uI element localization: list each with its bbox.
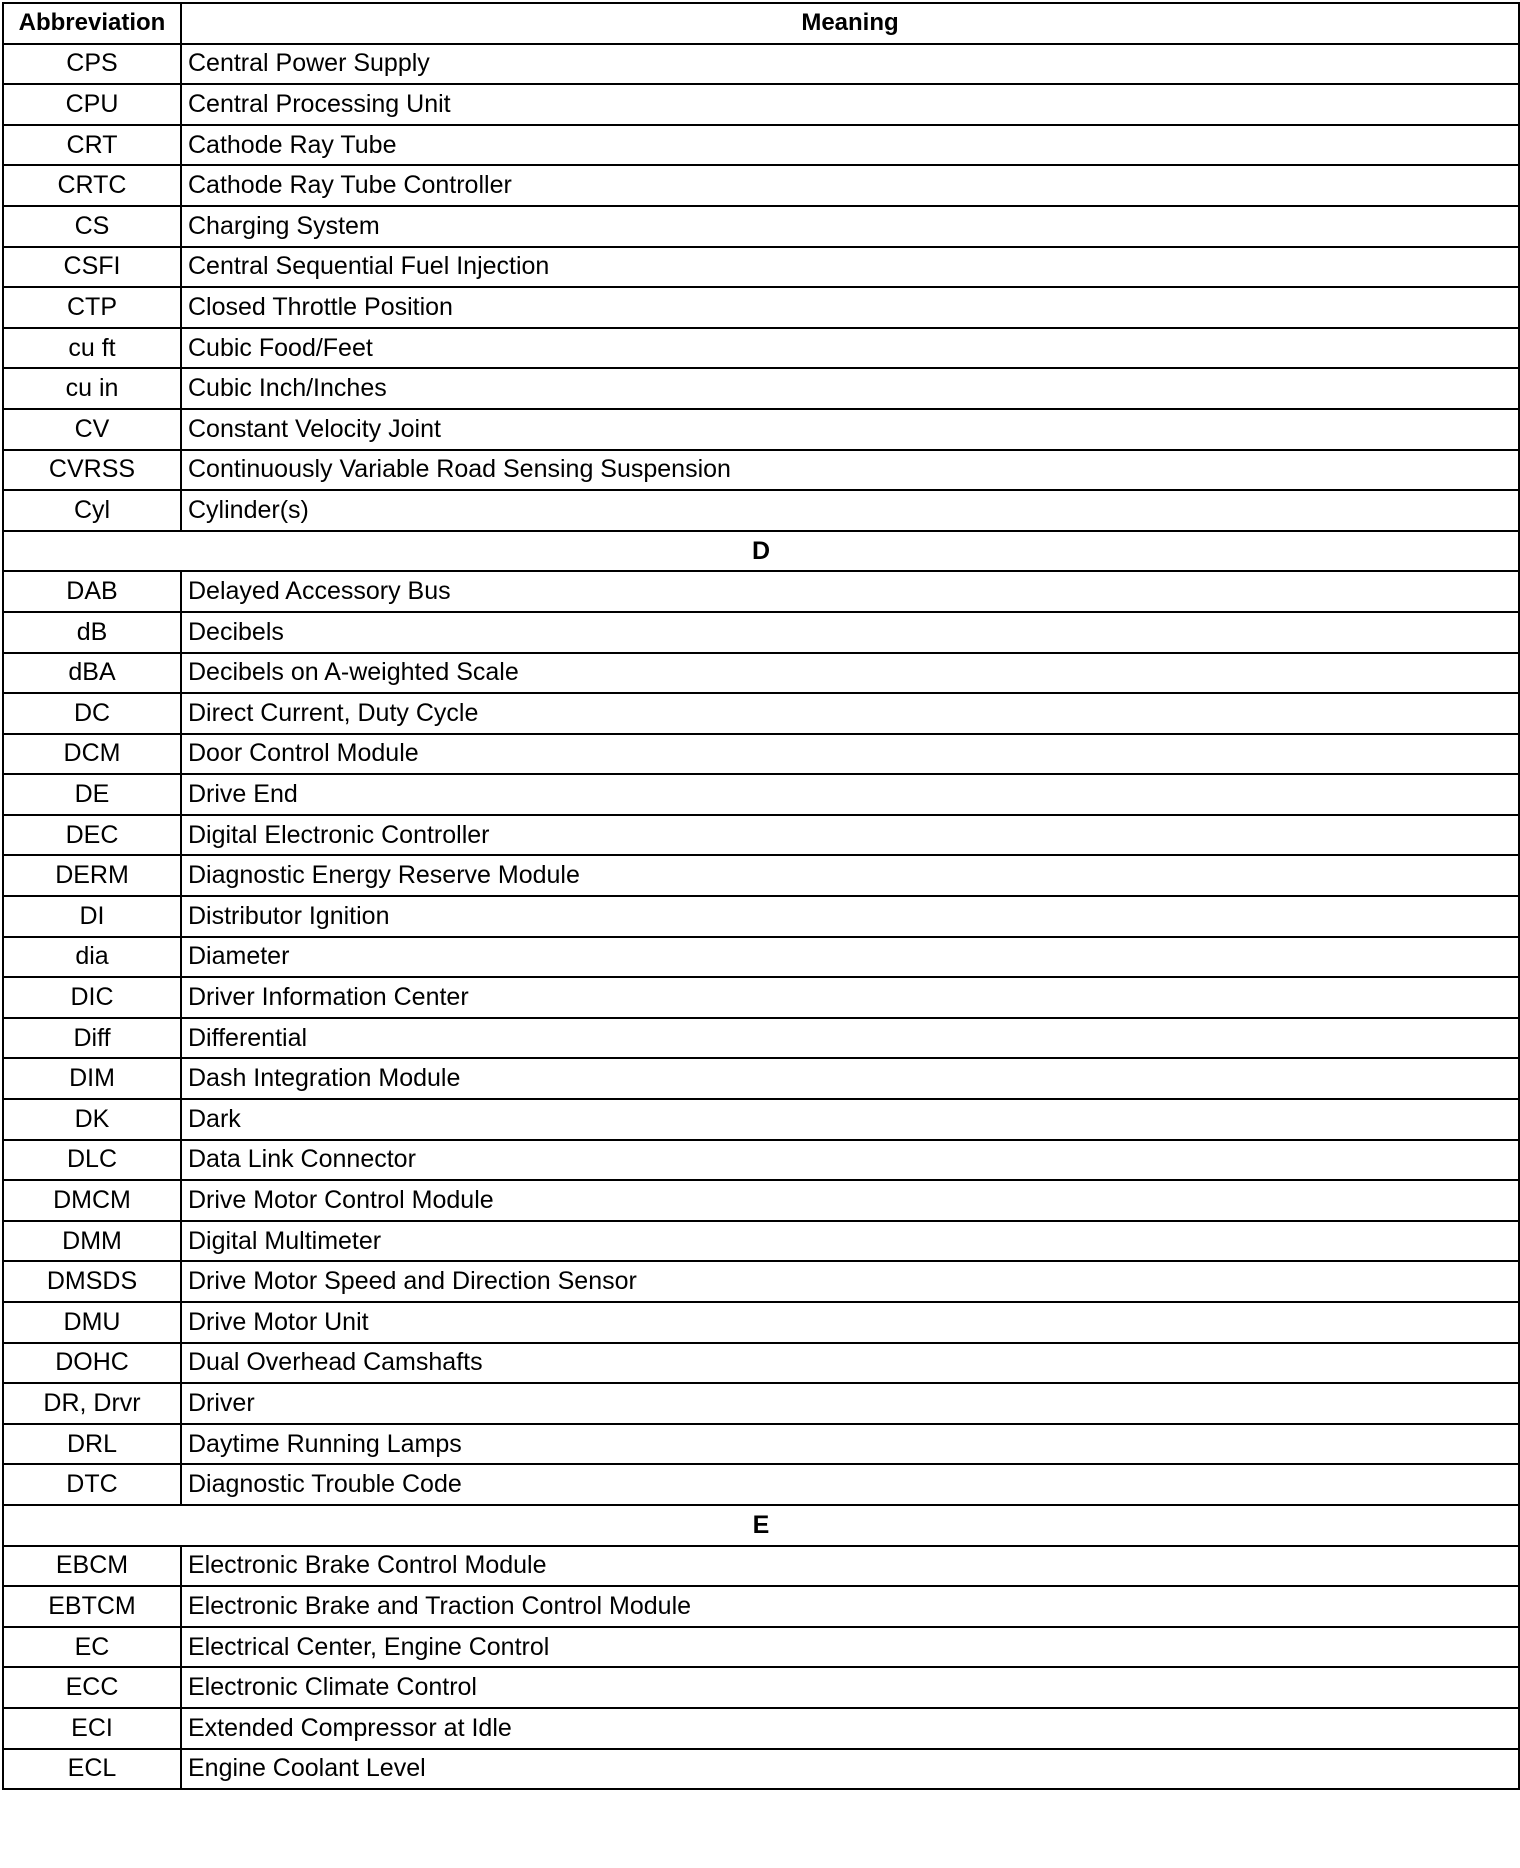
abbreviation-cell: CVRSS <box>3 450 181 491</box>
table-row <box>3 937 1519 978</box>
abbreviation-cell: DMM <box>3 1221 181 1262</box>
meaning-cell: Dash Integration Module <box>181 1058 1519 1099</box>
meaning-cell: Drive Motor Speed and Direction Sensor <box>181 1261 1519 1302</box>
abbreviation-cell: DE <box>3 774 181 815</box>
meaning-cell: Daytime Running Lamps <box>181 1424 1519 1465</box>
meaning-cell: Dark <box>181 1099 1519 1140</box>
meaning-cell: Direct Current, Duty Cycle <box>181 693 1519 734</box>
table-row <box>3 977 1519 1018</box>
table-row <box>3 287 1519 328</box>
abbreviation-cell: ECC <box>3 1667 181 1708</box>
meaning-cell: Central Power Supply <box>181 44 1519 85</box>
abbreviation-cell: CPU <box>3 84 181 125</box>
header-row <box>3 3 1519 44</box>
table-row <box>3 450 1519 491</box>
meaning-cell: Charging System <box>181 206 1519 247</box>
table-row <box>3 693 1519 734</box>
table-row <box>3 1627 1519 1668</box>
meaning-cell: Driver Information Center <box>181 977 1519 1018</box>
meaning-cell: Electronic Climate Control <box>181 1667 1519 1708</box>
abbreviation-cell: Cyl <box>3 490 181 531</box>
meaning-cell: Drive Motor Unit <box>181 1302 1519 1343</box>
abbreviation-cell: dB <box>3 612 181 653</box>
table-row <box>3 774 1519 815</box>
abbreviation-cell: DTC <box>3 1464 181 1505</box>
meaning-cell: Continuously Variable Road Sensing Suspension <box>181 450 1519 491</box>
table-row <box>3 1221 1519 1262</box>
meaning-cell: Diagnostic Energy Reserve Module <box>181 855 1519 896</box>
meaning-cell: Central Processing Unit <box>181 84 1519 125</box>
meaning-cell: Door Control Module <box>181 734 1519 775</box>
abbreviation-cell: CSFI <box>3 247 181 288</box>
meaning-column-header: Meaning <box>181 3 1519 44</box>
abbreviation-cell: cu in <box>3 368 181 409</box>
meaning-cell: Diagnostic Trouble Code <box>181 1464 1519 1505</box>
meaning-cell: Delayed Accessory Bus <box>181 571 1519 612</box>
meaning-cell: Electrical Center, Engine Control <box>181 1627 1519 1668</box>
table-row <box>3 44 1519 85</box>
section-letter: E <box>3 1505 1519 1546</box>
abbreviation-cell: DLC <box>3 1140 181 1181</box>
table-row <box>3 125 1519 166</box>
section-letter: D <box>3 531 1519 572</box>
abbreviation-cell: DI <box>3 896 181 937</box>
meaning-cell: Cathode Ray Tube Controller <box>181 165 1519 206</box>
abbreviation-cell: CPS <box>3 44 181 85</box>
section-header-row <box>3 531 1519 572</box>
meaning-cell: Data Link Connector <box>181 1140 1519 1181</box>
table-body <box>3 44 1519 1790</box>
meaning-cell: Electronic Brake and Traction Control Module <box>181 1586 1519 1627</box>
abbreviation-cell: Diff <box>3 1018 181 1059</box>
abbreviation-cell: EC <box>3 1627 181 1668</box>
abbreviation-cell: EBTCM <box>3 1586 181 1627</box>
abbreviation-column-header: Abbreviation <box>3 3 181 44</box>
abbreviation-cell: CRTC <box>3 165 181 206</box>
table-row <box>3 1424 1519 1465</box>
meaning-cell: Extended Compressor at Idle <box>181 1708 1519 1749</box>
meaning-cell: Differential <box>181 1018 1519 1059</box>
abbreviation-cell: DC <box>3 693 181 734</box>
table-row <box>3 1180 1519 1221</box>
abbreviation-cell: DR, Drvr <box>3 1383 181 1424</box>
meaning-cell: Cubic Inch/Inches <box>181 368 1519 409</box>
abbreviation-cell: DMU <box>3 1302 181 1343</box>
abbreviation-cell: DOHC <box>3 1343 181 1384</box>
table-row <box>3 1099 1519 1140</box>
table-row <box>3 1586 1519 1627</box>
abbreviation-cell: DIM <box>3 1058 181 1099</box>
table-row <box>3 653 1519 694</box>
meaning-cell: Digital Electronic Controller <box>181 815 1519 856</box>
meaning-cell: Decibels <box>181 612 1519 653</box>
table-row <box>3 1546 1519 1587</box>
table-row <box>3 1343 1519 1384</box>
table-row <box>3 612 1519 653</box>
table-row <box>3 206 1519 247</box>
table-row <box>3 1749 1519 1790</box>
section-header-row <box>3 1505 1519 1546</box>
abbreviation-cell: DAB <box>3 571 181 612</box>
table-row <box>3 571 1519 612</box>
abbreviation-cell: ECL <box>3 1749 181 1790</box>
meaning-cell: Dual Overhead Camshafts <box>181 1343 1519 1384</box>
abbreviation-cell: CRT <box>3 125 181 166</box>
abbreviation-table <box>2 2 1520 1790</box>
table-row <box>3 1464 1519 1505</box>
abbreviation-cell: DIC <box>3 977 181 1018</box>
table-row <box>3 1261 1519 1302</box>
table-row <box>3 490 1519 531</box>
table-header <box>3 3 1519 44</box>
abbreviation-cell: DMSDS <box>3 1261 181 1302</box>
meaning-cell: Closed Throttle Position <box>181 287 1519 328</box>
abbreviation-cell: dia <box>3 937 181 978</box>
abbreviation-cell: dBA <box>3 653 181 694</box>
table-row <box>3 1708 1519 1749</box>
meaning-cell: Decibels on A-weighted Scale <box>181 653 1519 694</box>
meaning-cell: Cathode Ray Tube <box>181 125 1519 166</box>
table-row <box>3 1667 1519 1708</box>
abbreviation-cell: DRL <box>3 1424 181 1465</box>
meaning-cell: Diameter <box>181 937 1519 978</box>
table-row <box>3 1018 1519 1059</box>
abbreviation-cell: ECI <box>3 1708 181 1749</box>
abbreviation-cell: cu ft <box>3 328 181 369</box>
meaning-cell: Central Sequential Fuel Injection <box>181 247 1519 288</box>
meaning-cell: Drive End <box>181 774 1519 815</box>
table-row <box>3 855 1519 896</box>
abbreviation-cell: DEC <box>3 815 181 856</box>
meaning-cell: Constant Velocity Joint <box>181 409 1519 450</box>
meaning-cell: Driver <box>181 1383 1519 1424</box>
table-row <box>3 409 1519 450</box>
table-row <box>3 165 1519 206</box>
abbreviation-cell: DERM <box>3 855 181 896</box>
abbreviation-cell: DCM <box>3 734 181 775</box>
table-row <box>3 1140 1519 1181</box>
table-row <box>3 1058 1519 1099</box>
abbreviation-cell: CS <box>3 206 181 247</box>
meaning-cell: Distributor Ignition <box>181 896 1519 937</box>
table-row <box>3 1383 1519 1424</box>
meaning-cell: Drive Motor Control Module <box>181 1180 1519 1221</box>
meaning-cell: Electronic Brake Control Module <box>181 1546 1519 1587</box>
abbreviation-cell: CTP <box>3 287 181 328</box>
abbreviation-cell: EBCM <box>3 1546 181 1587</box>
meaning-cell: Engine Coolant Level <box>181 1749 1519 1790</box>
meaning-cell: Digital Multimeter <box>181 1221 1519 1262</box>
table-row <box>3 734 1519 775</box>
table-row <box>3 1302 1519 1343</box>
table-row <box>3 328 1519 369</box>
table-row <box>3 84 1519 125</box>
abbreviation-cell: DMCM <box>3 1180 181 1221</box>
meaning-cell: Cylinder(s) <box>181 490 1519 531</box>
abbreviation-cell: CV <box>3 409 181 450</box>
table-row <box>3 815 1519 856</box>
table-row <box>3 896 1519 937</box>
table-row <box>3 368 1519 409</box>
abbreviation-cell: DK <box>3 1099 181 1140</box>
meaning-cell: Cubic Food/Feet <box>181 328 1519 369</box>
table-row <box>3 247 1519 288</box>
